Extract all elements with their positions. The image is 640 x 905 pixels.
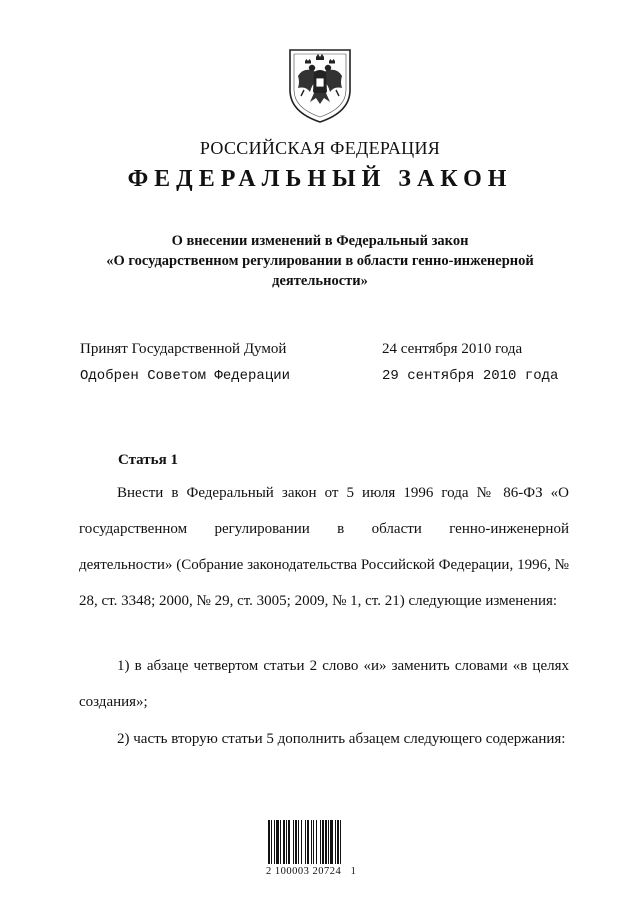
- article-paragraph: [79, 475, 569, 619]
- barcode-bar: [288, 820, 290, 864]
- barcode-bar: [322, 820, 324, 864]
- barcode-bar: [305, 820, 306, 864]
- barcode-bar: [274, 820, 275, 864]
- paragraph-text: 2) часть вторую статьи 5 дополнить абзацем следующего содержания:: [117, 731, 566, 747]
- barcode-bar: [330, 820, 333, 864]
- barcode-bar: [276, 820, 279, 864]
- law-title-line: деятельности»: [272, 273, 368, 289]
- barcode-bar: [295, 820, 297, 864]
- barcode-bar: [286, 820, 287, 864]
- barcode-bar: [293, 820, 294, 864]
- document-type: ФЕДЕРАЛЬНЫЙ ЗАКОН: [127, 166, 513, 192]
- country-name: РОССИЙСКАЯ ФЕДЕРАЦИЯ: [199, 138, 441, 158]
- barcode-bar: [340, 820, 341, 864]
- barcode-bar: [268, 820, 270, 864]
- paragraph-text: Внести в Федеральный закон от 5 июля 1996 года № 86-ФЗ «О государственном регулировании в области генно-инженерной деятельности» (Собрание законодательства Российской Федерации, 1996, № 28, ст. 3348; 2000, № 29, ст. 3005; 2009, № 1, ст. 21) следующие изменения:: [79, 485, 569, 609]
- barcode-bar: [320, 820, 321, 864]
- barcode-bar: [335, 820, 336, 864]
- barcode-bar: [298, 820, 299, 864]
- barcode-bar: [283, 820, 285, 864]
- barcode-digits: 2 100003 20724: [266, 866, 342, 877]
- barcode-bar: [307, 820, 309, 864]
- article-paragraph: [79, 648, 569, 720]
- law-title-line: «О государственном регулировании в области генно-инженерной: [106, 253, 534, 269]
- barcode-bar: [301, 820, 302, 864]
- barcode-bar: [316, 820, 317, 864]
- article-paragraph: [79, 721, 569, 757]
- barcode-suffix: 1: [350, 866, 357, 877]
- barcode-bar: [271, 820, 272, 864]
- paragraph-text: 1) в абзаце четвертом статьи 2 слово «и» заменить словами «в целях создания»;: [79, 658, 569, 710]
- council-approval-label: Одобрен Советом Федерации: [80, 368, 291, 384]
- barcode-bar: [325, 820, 327, 864]
- law-title-line: О внесении изменений в Федеральный закон: [171, 233, 469, 249]
- barcode-bar: [311, 820, 312, 864]
- law-title: [80, 231, 560, 291]
- barcode-bar: [328, 820, 329, 864]
- council-approval-date: 29 сентября 2010 года: [382, 368, 559, 384]
- article-heading: Статья 1: [118, 452, 178, 468]
- duma-adoption-date: 24 сентября 2010 года: [382, 341, 523, 357]
- barcode: [268, 820, 360, 866]
- duma-adoption-label: Принят Государственной Думой: [80, 341, 287, 357]
- barcode-bar: [280, 820, 281, 864]
- barcode-bar: [337, 820, 339, 864]
- coat-of-arms-emblem: [286, 46, 354, 124]
- barcode-number: [266, 866, 366, 877]
- barcode-bar: [313, 820, 314, 864]
